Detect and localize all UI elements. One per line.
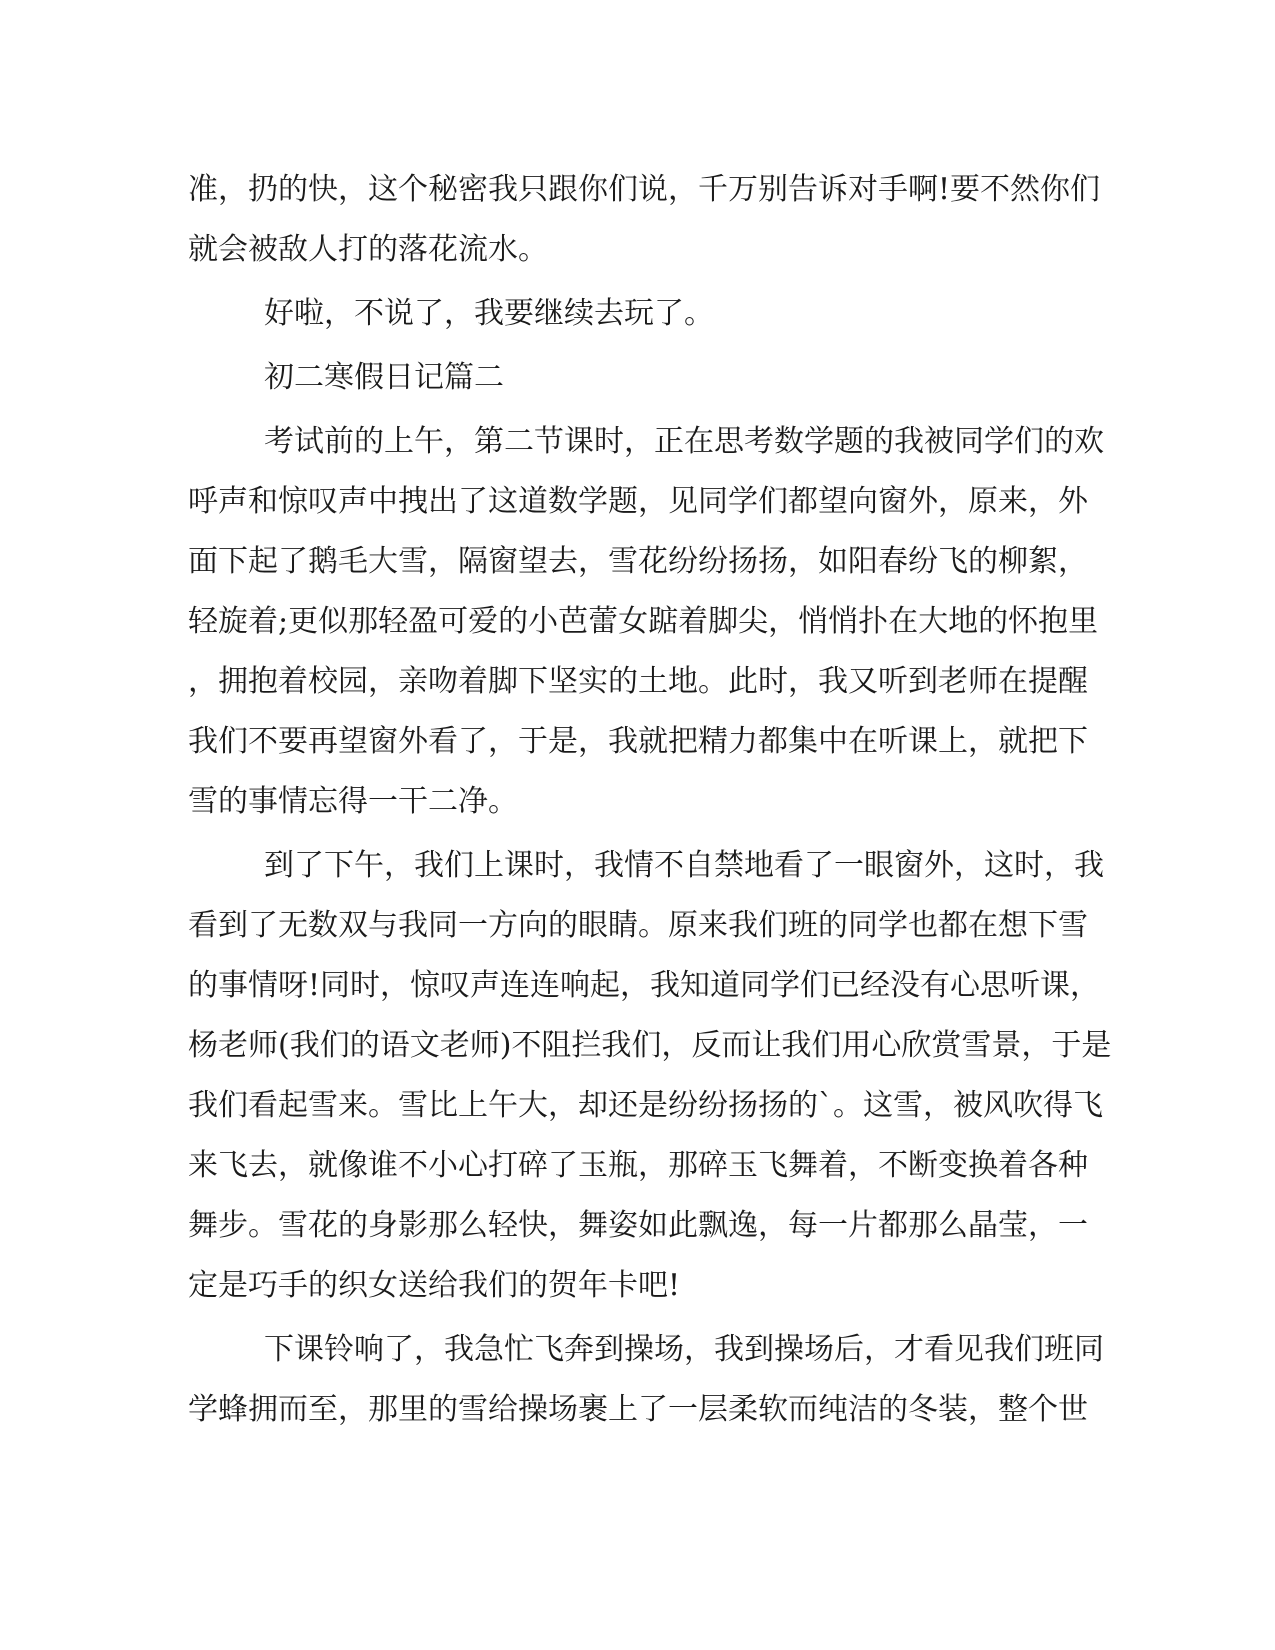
text-line: 下课铃响了，我急忙飞奔到操场，我到操场后，才看见我们班同 bbox=[264, 1332, 1104, 1367]
text-line: 看到了无数双与我同一方向的眼睛。原来我们班的同学也都在想下雪 bbox=[188, 908, 1088, 943]
text-line: 就会被敌人打的落花流水。 bbox=[188, 232, 548, 267]
paragraph bbox=[188, 160, 1101, 280]
text-line: 的事情呀!同时，惊叹声连连响起，我知道同学们已经没有心思听课， bbox=[188, 968, 1101, 1003]
text-line: 来飞去，就像谁不小心打碎了玉瓶，那碎玉飞舞着，不断变换着各种 bbox=[188, 1148, 1088, 1183]
text-line: 轻旋着;更似那轻盈可爱的小芭蕾女踮着脚尖，悄悄扑在大地的怀抱里 bbox=[188, 604, 1099, 639]
text-line: 雪的事情忘得一干二净。 bbox=[188, 784, 518, 819]
paragraph bbox=[188, 836, 1112, 1316]
text-line: 面下起了鹅毛大雪，隔窗望去，雪花纷纷扬扬，如阳春纷飞的柳絮， bbox=[188, 544, 1088, 579]
text-line: 到了下午，我们上课时，我情不自禁地看了一眼窗外，这时，我 bbox=[264, 848, 1104, 883]
document-body bbox=[188, 160, 1112, 1440]
text-line: 学蜂拥而至，那里的雪给操场裹上了一层柔软而纯洁的冬装，整个世 bbox=[188, 1392, 1088, 1427]
section-heading bbox=[188, 348, 1088, 408]
text-line: 呼声和惊叹声中拽出了这道数学题，见同学们都望向窗外，原来，外 bbox=[188, 484, 1088, 519]
paragraph bbox=[188, 412, 1104, 832]
text-line: 我们不要再望窗外看了，于是，我就把精力都集中在听课上，就把下 bbox=[188, 724, 1088, 759]
text-line: 定是巧手的织女送给我们的贺年卡吧! bbox=[188, 1268, 681, 1303]
paragraph bbox=[188, 284, 1088, 344]
text-line: 好啦，不说了，我要继续去玩了。 bbox=[264, 296, 714, 331]
text-line: 我们看起雪来。雪比上午大，却还是纷纷扬扬的`。这雪，被风吹得飞 bbox=[188, 1088, 1103, 1123]
text-line: 初二寒假日记篇二 bbox=[264, 360, 504, 395]
text-line: ，拥抱着校园，亲吻着脚下坚实的土地。此时，我又听到老师在提醒 bbox=[188, 664, 1088, 699]
text-line: 杨老师(我们的语文老师)不阻拦我们，反而让我们用心欣赏雪景，于是 bbox=[188, 1028, 1112, 1063]
text-line: 准，扔的快，这个秘密我只跟你们说，千万别告诉对手啊!要不然你们 bbox=[188, 172, 1101, 207]
paragraph bbox=[188, 1320, 1104, 1440]
text-line: 舞步。雪花的身影那么轻快，舞姿如此飘逸，每一片都那么晶莹，一 bbox=[188, 1208, 1088, 1243]
text-line: 考试前的上午，第二节课时，正在思考数学题的我被同学们的欢 bbox=[264, 424, 1104, 459]
